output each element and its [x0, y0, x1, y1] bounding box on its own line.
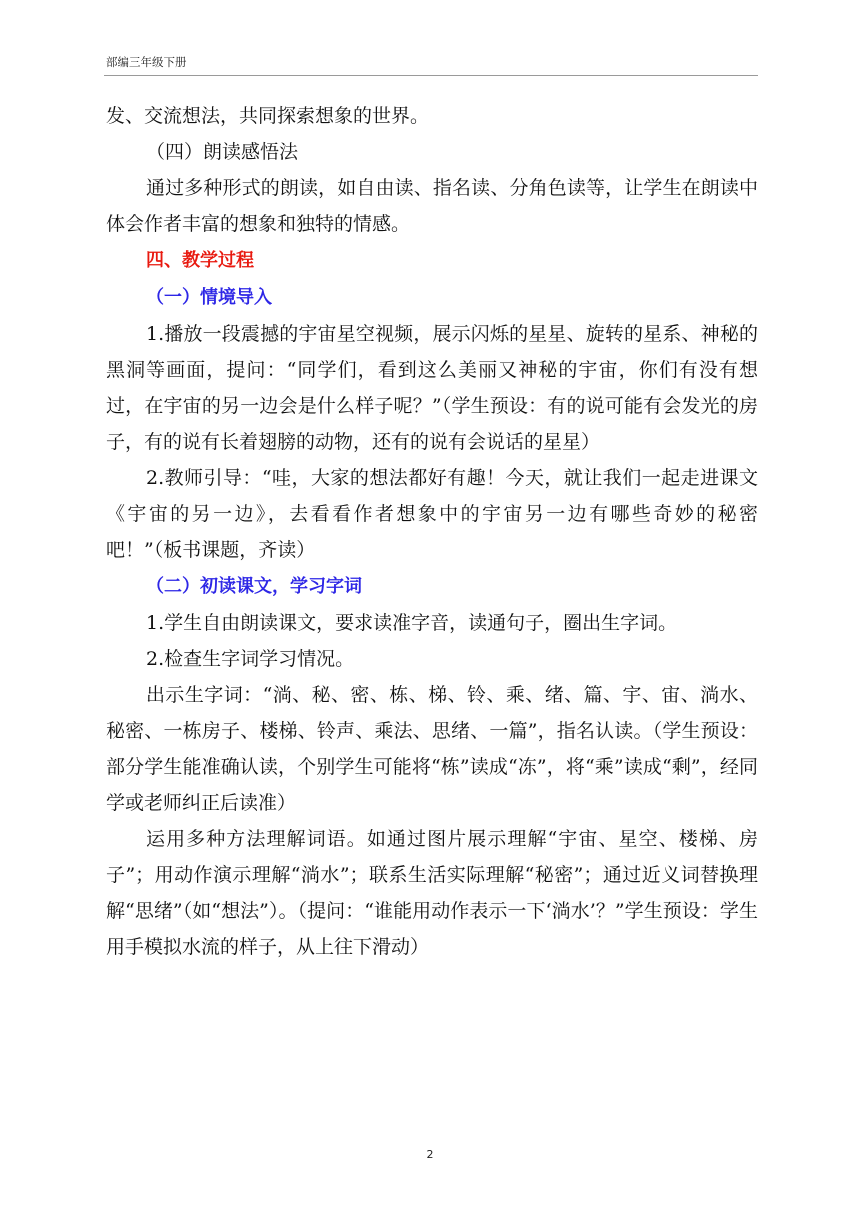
header-divider: [104, 75, 758, 76]
paragraph: 出示生字词：“淌、秘、密、栋、梯、铃、乘、绪、篇、宇、宙、淌水、秘密、一栋房子、楼梯、铃声、乘法、思绪、一篇”，指名认读。（学生预设：部分学生能准确认读，个别学生可能将“栋”读成“冻”，将“乘”读成“剩”，经同学或老师纠正后读准）: [106, 684, 758, 814]
section-heading-text: 四、教学过程: [146, 250, 254, 271]
paragraph: 2.检查生字词学习情况。: [146, 648, 355, 670]
paragraph: 通过多种形式的朗读，如自由读、指名读、分角色读等，让学生在朗读中体会作者丰富的想象和独特的情感。: [106, 177, 758, 235]
subsection-heading: [106, 568, 758, 605]
page-number: 2: [426, 1148, 434, 1161]
document-body: [106, 98, 758, 965]
paragraph: 1.播放一段震撼的宇宙星空视频，展示闪烁的星星、旋转的星系、神秘的黑洞等画面，提问：“同学们，看到这么美丽又神秘的宇宙，你们有没有想过，在宇宙的另一边会是什么样子呢？”（学生预设：有的说可能有会发光的房子，有的说有长着翅膀的动物，还有的说有会说话的星星）: [106, 323, 758, 453]
running-header: 部编三年级下册: [106, 55, 187, 69]
paragraph: 2.教师引导：“哇，大家的想法都好有趣！今天，就让我们一起走进课文《宇宙的另一边》，去看看作者想象中的宇宙另一边有哪些奇妙的秘密吧！”（板书课题，齐读）: [106, 467, 758, 561]
subsection-heading-text: （一）情境导入: [146, 287, 272, 308]
section-heading: [106, 242, 758, 279]
subsection-heading-text: （二）初读课文，学习字词: [146, 576, 362, 597]
paragraph: 1.学生自由朗读课文，要求读准字音，读通句子，圈出生字词。: [146, 612, 678, 634]
paragraph-continuation: 发、交流想法，共同探索想象的世界。: [106, 105, 430, 127]
paragraph: 运用多种方法理解词语。如通过图片展示理解“宇宙、星空、楼梯、房子”；用动作演示理解“淌水”；联系生活实际理解“秘密”；通过近义词替换理解“思绪”（如“想法”）。（提问：“谁能用动作表示一下‘淌水’？”学生预设：学生用手模拟水流的样子，从上往下滑动）: [106, 828, 758, 958]
method-heading: （四）朗读感悟法: [146, 141, 299, 163]
subsection-heading: [106, 279, 758, 316]
